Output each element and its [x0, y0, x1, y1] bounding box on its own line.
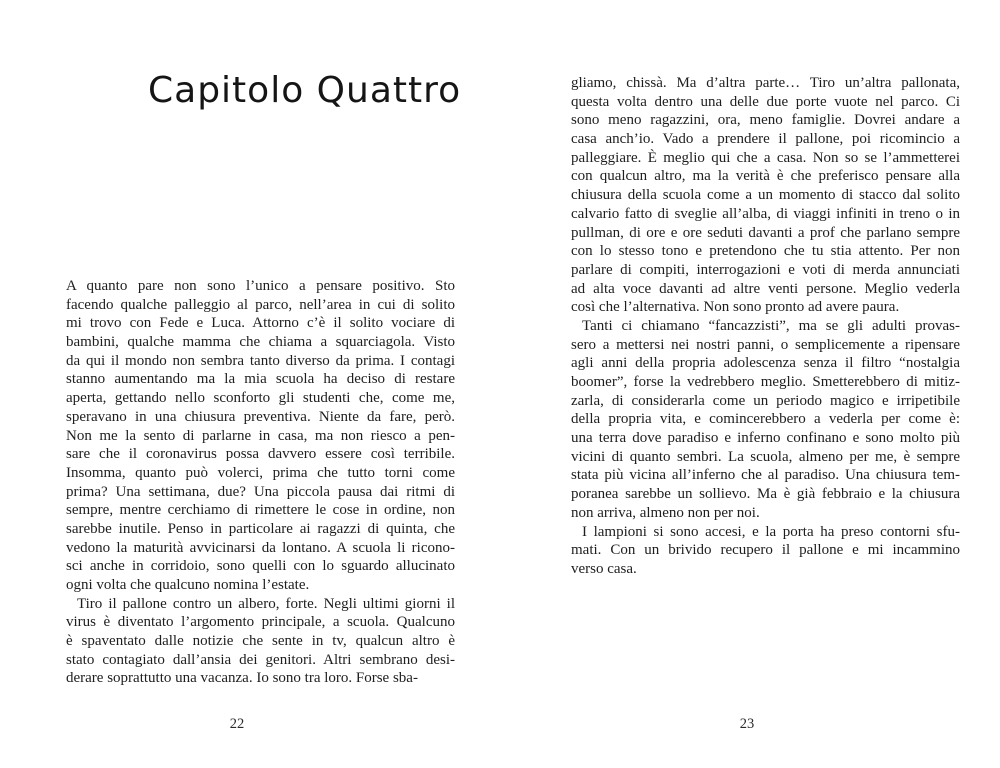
text-line: stanno aumentando ma la mia scuola ha deciso di restare: [66, 371, 455, 388]
text-line: verso casa.: [571, 560, 637, 577]
text-line: è spaventato dalle notizie che sente in tv, qualcun altro è: [66, 633, 455, 650]
text-line: stato contagiato dall’ansia dei genitori. Altri sembrano desi-: [66, 651, 455, 668]
paragraph: [571, 317, 960, 523]
page-number-right: 23: [739, 716, 755, 732]
text-line: mi trovo con Fede e Luca. Attorno c’è il solito vociare di: [66, 315, 455, 332]
text-line: della propria vita, e comincerebbero a vederla per come è:: [571, 411, 960, 428]
text-line: prima? Una settimana, due? Una piccola pausa dai ritmi di: [66, 483, 455, 500]
text-line: così che l’alternativa. Non sono pronto ad avere paura.: [571, 299, 900, 316]
text-line: con qualcun altro, ma la verità è che preferisco pensare alla: [571, 168, 960, 185]
text-line: con lo stesso tono e pretendono che tu stia attento. Per non: [571, 243, 960, 260]
text-line: non arriva, almeno non per noi.: [571, 504, 760, 521]
text-line: Non me la sento di parlarne in casa, ma non riesco a pen-: [66, 427, 455, 444]
text-line: sero a mettersi nei nostri panni, o semplicemente a ripensare: [571, 336, 960, 353]
text-line: boomer”, forse la vedrebbero meglio. Smetterebbero di mitiz-: [571, 374, 960, 390]
text-line: ogni volta che qualcuno nomina l’estate.: [66, 577, 310, 593]
text-line: aperta, gettando nello sconforto gli studenti che, come me,: [66, 390, 455, 407]
text-line: sempre, mentre cerchiamo di rimettere le cose in ordine, non: [66, 502, 455, 519]
right-page-text: [571, 74, 960, 579]
text-line: poranea sarebbe un sollievo. Ma è già febbraio e la chiusura: [571, 486, 960, 503]
text-line: ad alta voce davanti ad altre venti persone. Meglio vederla: [571, 280, 960, 297]
paragraph: [66, 595, 455, 688]
text-line: parlare di compiti, interrogazioni e voti di merda annunciati: [571, 261, 960, 278]
text-line: zarla, di considerarla come un periodo magico e irripetibile: [571, 392, 960, 409]
text-line: chiusura della scuola come a un momento di stacco dal solito: [571, 187, 960, 204]
text-line: stata più vicina all’inferno che al paradiso. Una chiusura tem-: [571, 467, 960, 484]
text-line: speravano in una chiusura preventiva. Niente da fare, però.: [66, 408, 455, 425]
text-line: gliamo, chissà. Ma d’altra parte… Tiro un’altra pallonata,: [571, 75, 960, 91]
paragraph: [66, 277, 455, 595]
text-line: sci anche in corridoio, sono quelli con lo sguardo allucinato: [66, 558, 455, 575]
text-line: questa volta dentro una delle due porte vuote nel parco. Ci: [571, 93, 960, 110]
text-line: agli anni della propria adolescenza senza il filtro “nostalgia: [571, 355, 960, 372]
chapter-title: Capitolo Quattro: [148, 70, 462, 111]
text-line: palleggiare. È meglio qui che a casa. Non so se l’ammetterei: [571, 149, 960, 166]
text-line: vicini di quanto sembri. La scuola, almeno per me, è sempre: [571, 448, 960, 465]
text-line: A quanto pare non sono l’unico a pensare positivo. Sto: [66, 278, 455, 294]
text-line: casa anch’io. Vado a prendere il pallone, poi ricomincio a: [571, 131, 960, 148]
text-line: virus è diventato l’argomento principale, a scuola. Qualcuno: [66, 614, 455, 631]
text-line: sono meno ragazzini, ora, meno famiglie. Dovrei andare a: [571, 112, 960, 129]
text-line: sare che il coronavirus possa davvero essere così terribile.: [66, 446, 455, 463]
text-line: mati. Con un brivido recupero il pallone e mi incammino: [571, 542, 960, 559]
text-line: facendo qualche palleggio al parco, nell’area in cui di solito: [66, 296, 455, 313]
text-line: bambini, qualche mamma che chiama a squarciagola. Visto: [66, 334, 455, 351]
text-line: vedono la maturità avvicinarsi da lontano. A scuola li ricono-: [66, 539, 455, 556]
text-line: Insomma, quanto può volerci, prima che tutto torni come: [66, 464, 455, 481]
text-line: Tanti ci chiamano “fancazzisti”, ma se gli adulti provas-: [582, 317, 960, 334]
text-line: da qui il mondo non sembra tanto diverso da prima. I contagi: [66, 352, 455, 369]
text-line: sarebbe inutile. Penso in particolare ai ragazzi di quinta, che: [66, 520, 455, 537]
left-page-text: [66, 277, 455, 688]
text-line: pullman, di ore e ore seduti davanti a prof che parlano sempre: [571, 224, 960, 241]
paragraph: [571, 74, 960, 317]
paragraph: [571, 523, 960, 579]
text-line: derare soprattutto una vacanza. Io sono tra loro. Forse sba-: [66, 670, 418, 687]
text-line: I lampioni si sono accesi, e la porta ha preso contorni sfu-: [582, 523, 960, 540]
page-number-left: 22: [229, 716, 245, 732]
text-line: calvario fatto di sveglie all’alba, di viaggi infiniti in treno o in: [571, 205, 960, 222]
text-line: una terra dove paradiso e inferno confinano e sono molto più: [571, 430, 960, 447]
text-line: Tiro il pallone contro un albero, forte. Negli ultimi giorni il: [77, 595, 455, 612]
